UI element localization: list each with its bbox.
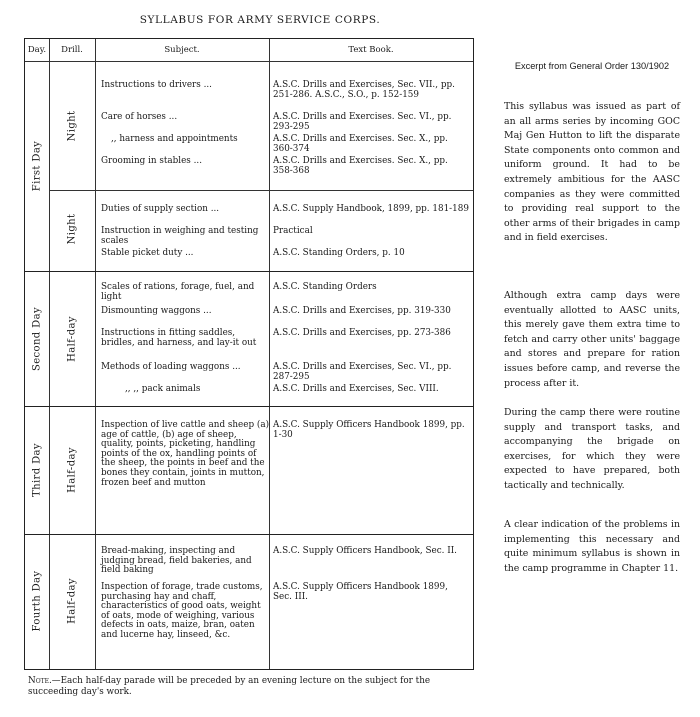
subject-cell: Grooming in stables ... (101, 156, 202, 166)
column-rule-subject (269, 39, 270, 669)
header-textbook: Text Book. (348, 45, 394, 55)
subject-cell: Scales of rations, forage, fuel, and light (101, 282, 255, 302)
subject-cell: Bread-making, inspecting and judging bread, field bakeries, and field baking (101, 546, 252, 576)
sidebar-paragraph-2: Although extra camp days were eventually allotted to AASC units, this merely gave them extra time to fetch and carry other units' baggage and stores and prepare for ration issues before camp, and reverse the process after it. (504, 290, 680, 389)
day-label-first: First Day (31, 140, 43, 192)
syllabus-table (24, 38, 474, 670)
day-divider-2 (25, 406, 473, 407)
subject-cell: Care of horses ... (101, 112, 178, 122)
subject-cell: Duties of supply section ... (101, 204, 220, 214)
header-drill: Drill. (61, 45, 83, 55)
day-divider-1 (25, 271, 473, 272)
textbook-cell: A.S.C. Supply Officers Handbook 1899, Sec. III. (273, 582, 448, 602)
document-title: SYLLABUS FOR ARMY SERVICE CORPS. (139, 14, 381, 26)
table-footnote (28, 676, 474, 698)
footnote-label: Note. (28, 676, 52, 686)
day-label-third: Third Day (31, 443, 43, 497)
subject-cell: Instruction in weighing and testing scales (101, 226, 259, 246)
subject-cell: Instructions to drivers ... (101, 80, 212, 90)
textbook-cell: A.S.C. Drills and Exercises, Sec. VI., pp. 287-295 (273, 362, 452, 382)
column-rule-day (49, 39, 50, 669)
drill-label-halfday-4: Half-day (66, 578, 78, 624)
column-rule-drill (95, 39, 96, 669)
textbook-cell: A.S.C. Supply Officers Handbook, Sec. II. (273, 546, 457, 556)
header-rule (25, 61, 473, 62)
sidebar-heading: Excerpt from General Order 130/1902 (514, 61, 670, 71)
sidebar-paragraph-3: During the camp there were routine supply and transport tasks, and accompanying the brigade on exercises, for which they were expected to have prepared, both tactically and technically. (504, 407, 680, 491)
header-day: Day. (27, 45, 47, 55)
subject-cell: Inspection of forage, trade customs, purchasing hay and chaff, characteristics of good oats, weight of oats, mode of weighing, various defects in oats, maize, bran, oaten and lucerne hay, linseed, &c. (101, 582, 263, 640)
day-label-fourth: Fourth Day (31, 570, 43, 632)
textbook-cell: A.S.C. Drills and Exercises, pp. 273-386 (273, 328, 451, 338)
drill-divider-first-day (49, 190, 473, 191)
textbook-cell: A.S.C. Standing Orders, p. 10 (273, 248, 405, 258)
subject-cell: Methods of loading waggons ... (101, 362, 241, 372)
header-subject: Subject. (164, 45, 200, 55)
footnote-text: —Each half-day parade will be preceded by an evening lecture on the subject for the succeeding day's work. (28, 676, 431, 697)
drill-label-night-1: Night (66, 110, 78, 142)
subject-cell: Dismounting waggons ... (101, 306, 212, 316)
drill-label-night-2: Night (66, 213, 78, 245)
textbook-cell: A.S.C. Drills and Exercises, Sec. VII., pp. 251-286. A.S.C., S.O., p. 152-159 (273, 80, 455, 100)
textbook-cell: A.S.C. Drills and Exercises, Sec. VIII. (273, 384, 439, 394)
subject-cell: Inspection of live cattle and sheep (a) age of cattle, (b) age of sheep, quality, points, picketing, handling points of the ox, handling points of the sheep, the points in beef and the bones they contain, joints in mutton, frozen beef and mutton (101, 420, 269, 488)
day-label-second: Second Day (31, 306, 43, 372)
subject-cell: ,, harness and appointments (111, 134, 238, 144)
subject-cell: ,, ,, pack animals (125, 384, 201, 394)
sidebar-paragraph-1: This syllabus was issued as part of an all arms series by incoming GOC Maj Gen Hutton to lift the disparate State components onto common and uniform ground. It had to be extremely ambitious for the AASC companies as they were committed to providing real support to the other arms of their brigades in camp and in field exercises. (504, 101, 680, 244)
textbook-cell: A.S.C. Drills and Exercises. Sec. X., pp. 360-374 (273, 134, 448, 154)
textbook-cell: A.S.C. Drills and Exercises, pp. 319-330 (273, 306, 451, 316)
subject-cell: Stable picket duty ... (101, 248, 194, 258)
textbook-cell: A.S.C. Supply Officers Handbook 1899, pp. 1-30 (273, 420, 465, 440)
textbook-cell: A.S.C. Supply Handbook, 1899, pp. 181-189 (273, 204, 469, 214)
sidebar-paragraph-4: A clear indication of the problems in implementing this necessary and quite minimum syllabus is shown in the camp programme in Chapter 11. (504, 519, 680, 574)
textbook-cell: A.S.C. Standing Orders (273, 282, 377, 292)
drill-label-halfday-2: Half-day (66, 316, 78, 362)
textbook-cell: Practical (273, 226, 313, 236)
textbook-cell: A.S.C. Drills and Exercises. Sec. VI., pp. 293-295 (273, 112, 452, 132)
subject-cell: Instructions in fitting saddles, bridles, and harness, and lay-it out (101, 328, 257, 348)
textbook-cell: A.S.C. Drills and Exercises. Sec. X., pp. 358-368 (273, 156, 448, 176)
drill-label-halfday-3: Half-day (66, 447, 78, 493)
day-divider-3 (25, 534, 473, 535)
